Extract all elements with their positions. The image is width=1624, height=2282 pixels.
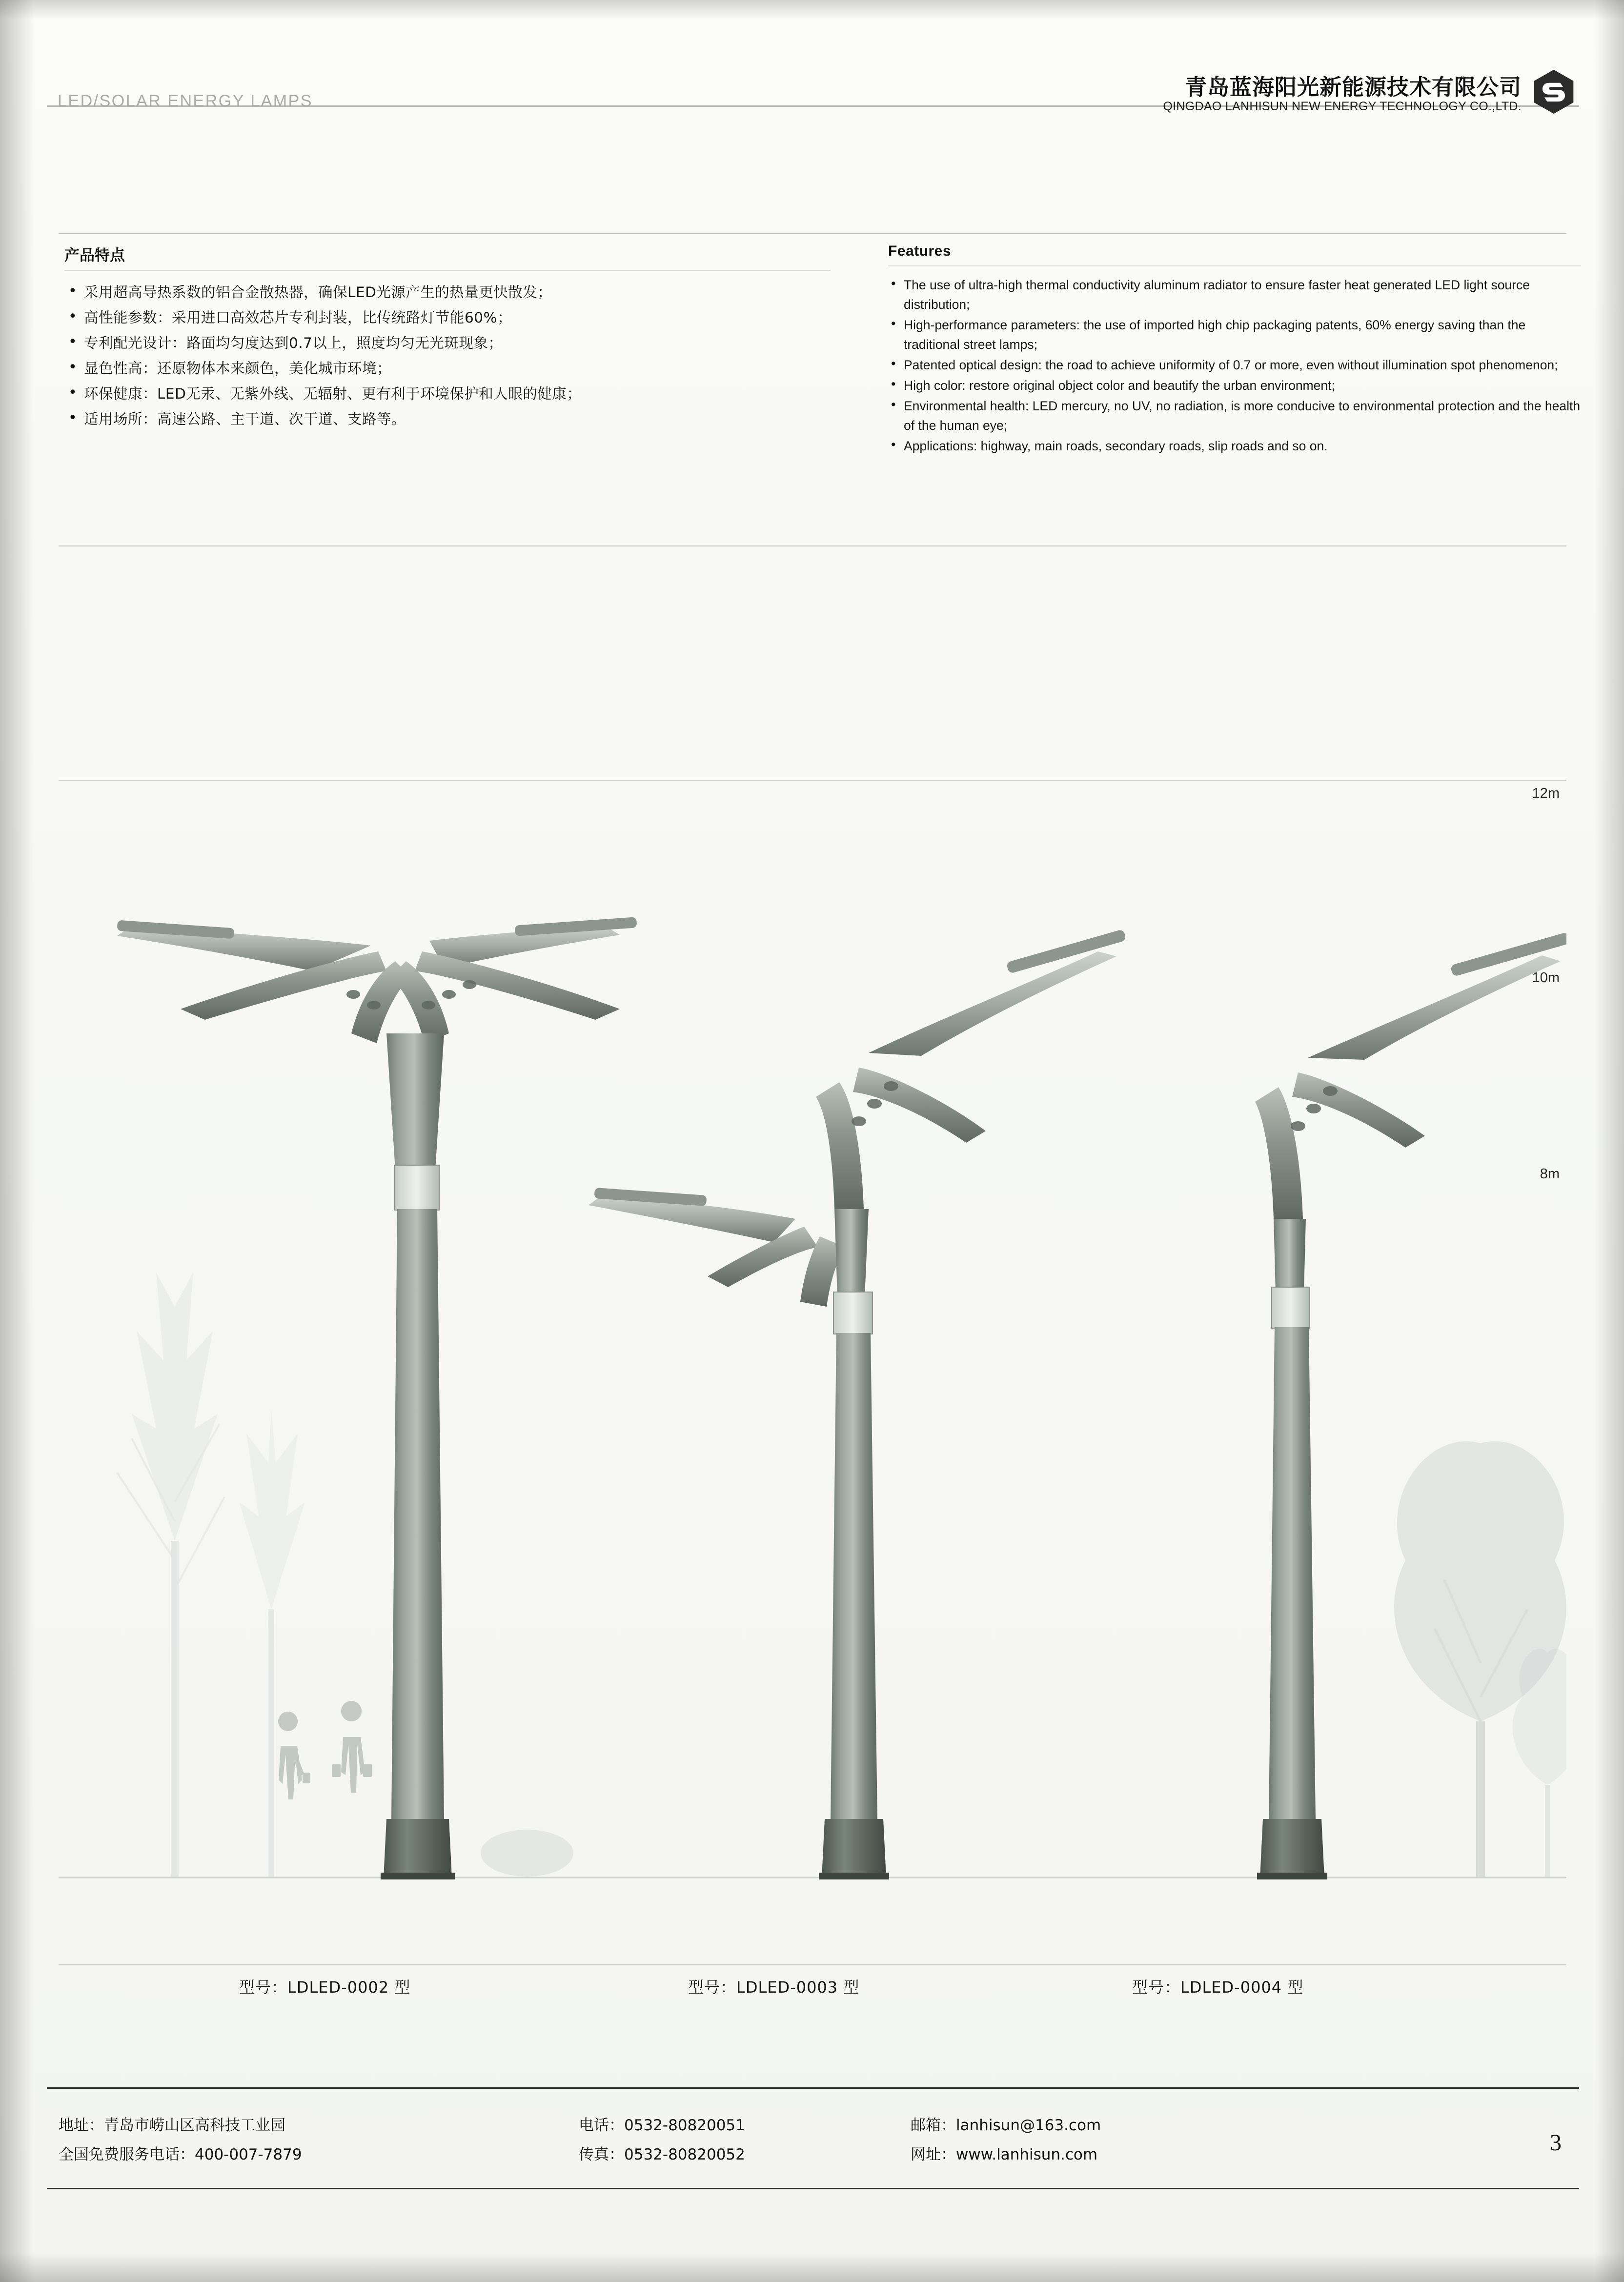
feature-item: • The use of ultra-high thermal conductivity aluminum radiator to ensure faster heat generated LED light source distribution; (888, 275, 1581, 314)
feature-item: • High color: restore original object color and beautify the urban environment; (888, 376, 1581, 395)
footer-top-divider (47, 2087, 1579, 2089)
footer-email: 邮箱：lanhisun@163.com (911, 2117, 1101, 2134)
footer-phone: 电话：0532-80820051 (579, 2117, 745, 2134)
footer-address-column (59, 2111, 302, 2169)
feature-item: • 环保健康：LED无汞、无紫外线、无辐射、更有利于环境保护和人眼的健康； (64, 381, 831, 406)
page-footer (47, 2087, 1579, 2195)
feature-item: • Applications: highway, main roads, secondary roads, slip roads and so on. (888, 436, 1581, 456)
company-logo-icon (1530, 68, 1577, 115)
features-title-cn: 产品特点 (64, 247, 125, 264)
features-bottom-divider (59, 545, 1566, 546)
footer-phone-column (579, 2111, 745, 2169)
features-column-chinese (64, 243, 831, 432)
model-caption-0003: 型号：LDLED-0003 型 (688, 1978, 860, 1997)
features-column-english (888, 243, 1581, 457)
footer-fax: 传真：0532-80820052 (579, 2146, 745, 2163)
feature-item: • High-performance parameters: the use of imported high chip packaging patents, 60% energy saving than the traditional street lamps; (888, 315, 1581, 354)
background-pedestrians (278, 1701, 372, 1799)
features-title-cn-underline (64, 270, 831, 271)
model-captions (59, 1975, 1566, 2009)
company-name-cn: 青岛蓝海阳光新能源技术有限公司 (1184, 74, 1522, 100)
background-tree-right-2 (1513, 1649, 1566, 1878)
feature-item: • 显色性高：还原物体本来颜色，美化城市环境； (64, 356, 831, 381)
company-name-en: QINGDAO LANHISUN NEW ENERGY TECHNOLOGY CO.,LTD. (1163, 100, 1522, 113)
features-top-divider (59, 233, 1566, 234)
footer-hotline: 全国免费服务电话：400-007-7879 (59, 2146, 302, 2163)
header-category-label: LED/SOLAR ENERGY LAMPS (58, 92, 313, 110)
footer-bottom-divider (47, 2188, 1579, 2189)
scale-label-10m: 10m (1532, 970, 1560, 986)
feature-item: • Patented optical design: the road to achieve uniformity of 0.7 or more, even without illumination spot phenomenon; (888, 355, 1581, 375)
feature-item: • 适用场所：高速公路、主干道、次干道、支路等。 (64, 406, 831, 432)
feature-item: • 专利配光设计：路面均匀度达到0.7以上，照度均匀无光斑现象； (64, 330, 831, 356)
footer-address: 地址：青岛市崂山区高科技工业园 (59, 2117, 285, 2134)
page-number: 3 (1550, 2130, 1562, 2156)
footer-web-column (911, 2111, 1101, 2169)
feature-item: • Environmental health: LED mercury, no UV, no radiation, is more conducive to environmental protection and the health of the human eye; (888, 396, 1581, 435)
feature-item: • 高性能参数：采用进口高效芯片专利封装，比传统路灯节能60%； (64, 305, 831, 330)
footer-website: 网址：www.lanhisun.com (911, 2146, 1098, 2163)
features-title-en: Features (888, 243, 952, 259)
background-shrub (481, 1830, 573, 1878)
background-tree-left-2 (239, 1409, 305, 1878)
model-caption-0004: 型号：LDLED-0004 型 (1132, 1978, 1304, 1997)
features-title-en-underline (888, 265, 1581, 266)
lamp-ldled-0003 (589, 929, 1126, 1879)
model-caption-0002: 型号：LDLED-0002 型 (239, 1978, 411, 1997)
page-header (0, 27, 1624, 113)
scale-label-8m: 8m (1540, 1166, 1560, 1182)
background-tree-left (117, 1272, 224, 1878)
product-illustration-section (59, 780, 1566, 1965)
features-list-cn (64, 280, 831, 432)
street-lamp-illustration (59, 780, 1566, 1965)
scale-label-12m: 12m (1532, 786, 1560, 801)
features-list-en (888, 275, 1581, 456)
feature-item: • 采用超高导热系数的铝合金散热器，确保LED光源产生的热量更快散发； (64, 280, 831, 305)
